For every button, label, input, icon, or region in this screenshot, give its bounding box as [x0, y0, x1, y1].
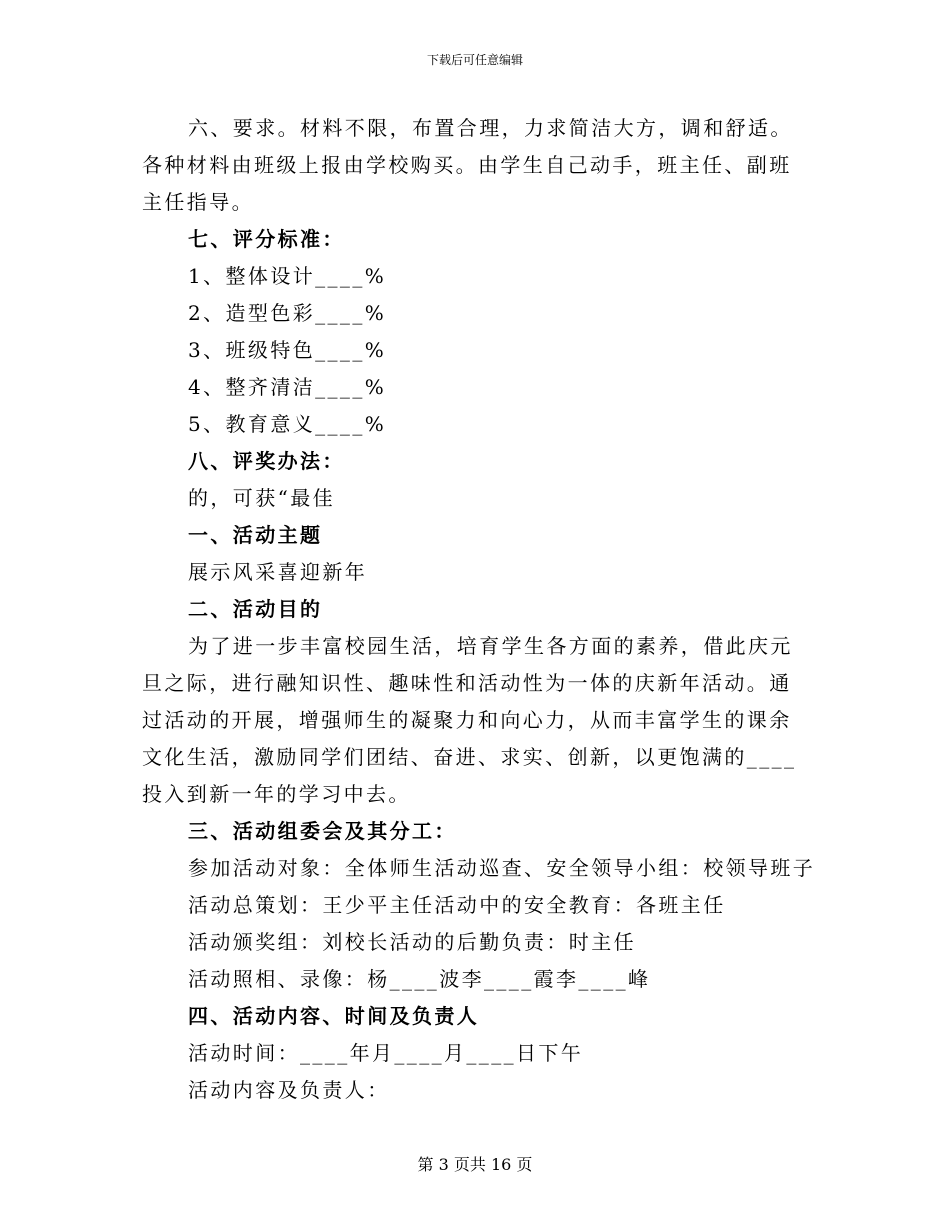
activity-content-line: 活动内容及负责人： — [188, 1078, 390, 1102]
scoring-heading: 七、评分标准： — [188, 227, 345, 251]
purpose-heading: 二、活动目的 — [188, 597, 323, 621]
document-body — [142, 110, 816, 1109]
award-heading: 八、评奖办法： — [188, 449, 345, 473]
theme-text: 展示风采喜迎新年 — [188, 560, 368, 584]
committee-line-4: 活动照相、录像：杨____波李____霞李____峰 — [188, 967, 651, 991]
page-footer: 第 3 页共 16 页 — [417, 1155, 533, 1174]
activity-time-line: 活动时间：____年月____月____日下午 — [188, 1041, 584, 1065]
purpose-paragraph: 为了进一步丰富校园生活，培育学生各方面的素养，借此庆元旦之际，进行融知识性、趣味性和活动性为一体的庆新年活动。通过活动的开展，增强师生的凝聚力和向心力，从而丰富学生的课余文化生活，激励同学们团结、奋进、求实、创新，以更饱满的____投入到新一年的学习中去。 — [142, 634, 797, 806]
committee-line-3: 活动颁奖组：刘校长活动的后勤负责：时主任 — [188, 930, 636, 954]
content-heading: 四、活动内容、时间及负责人 — [188, 1004, 480, 1028]
requirements-paragraph: 六、要求。材料不限，布置合理，力求简洁大方，调和舒适。各种材料由班级上报由学校购买。由学生自己动手，班主任、副班主任指导。 — [142, 116, 793, 214]
scoring-item-1: 1、整体设计____% — [188, 264, 387, 288]
committee-heading: 三、活动组委会及其分工： — [188, 819, 457, 843]
scoring-item-5: 5、教育意义____% — [188, 412, 387, 436]
page-header: 下载后可任意编辑 — [426, 53, 523, 67]
scoring-item-4: 4、整齐清洁____% — [188, 375, 387, 399]
committee-line-2: 活动总策划：王少平主任活动中的安全教育：各班主任 — [188, 893, 726, 917]
theme-heading: 一、活动主题 — [188, 523, 323, 547]
award-text: 的，可获“最佳 — [188, 486, 336, 510]
committee-line-1: 参加活动对象：全体师生活动巡查、安全领导小组：校领导班子 — [188, 856, 816, 880]
scoring-item-2: 2、造型色彩____% — [188, 301, 387, 325]
scoring-item-3: 3、班级特色____% — [188, 338, 387, 362]
